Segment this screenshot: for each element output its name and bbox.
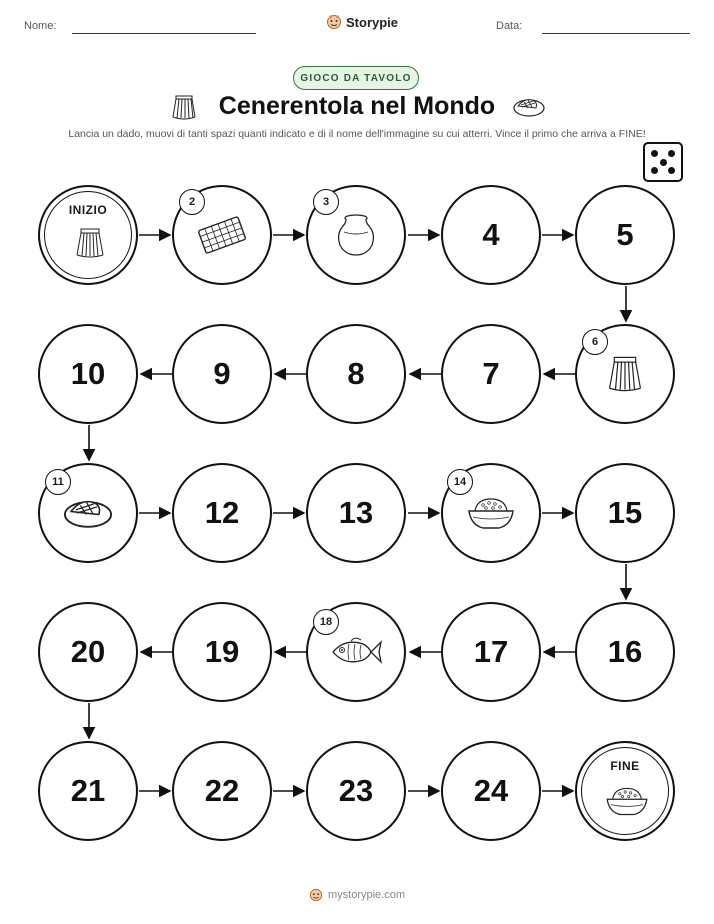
- woven-slipper-icon: [61, 493, 115, 533]
- space-4[interactable]: [441, 185, 541, 285]
- space-5[interactable]: [575, 185, 675, 285]
- footer-site[interactable]: mystorypie.com: [327, 889, 406, 901]
- space-20[interactable]: [38, 602, 138, 702]
- space-number: 10: [70, 356, 106, 391]
- space-number: 8: [347, 356, 365, 391]
- space-number: 9: [213, 356, 231, 391]
- space-number-badge: 2: [179, 189, 205, 215]
- space-17[interactable]: [441, 602, 541, 702]
- clay-pot-icon: [332, 212, 380, 258]
- space-24[interactable]: [441, 741, 541, 841]
- space-23[interactable]: [306, 741, 406, 841]
- date-label: Data:: [496, 20, 523, 32]
- space-21[interactable]: [38, 741, 138, 841]
- footer: [0, 888, 714, 902]
- space-number: 5: [616, 217, 634, 252]
- woven-mat-icon: [195, 215, 249, 255]
- space-number-badge: 11: [45, 469, 71, 495]
- space-number-badge: 6: [582, 329, 608, 355]
- space-13[interactable]: [306, 463, 406, 563]
- page-title: Cenerentola nel Mondo: [218, 92, 496, 120]
- space-number-badge: 14: [447, 469, 473, 495]
- space-number: 23: [338, 773, 374, 808]
- space-7[interactable]: [441, 324, 541, 424]
- straw-skirt-icon: [74, 227, 106, 259]
- space-number-badge: 18: [313, 609, 339, 635]
- space-number: 20: [70, 634, 106, 669]
- name-label: Nome:: [24, 20, 57, 32]
- game-type-badge: GIOCO DA TAVOLO: [293, 66, 419, 90]
- space-22[interactable]: [172, 741, 272, 841]
- space-number: 19: [204, 634, 240, 669]
- space-number: 16: [607, 634, 643, 669]
- space-start[interactable]: [38, 185, 138, 285]
- space-number: 17: [473, 634, 509, 669]
- space-number: 21: [70, 773, 106, 808]
- space-15[interactable]: [575, 463, 675, 563]
- fish-icon: [329, 634, 383, 670]
- space-number: 13: [338, 495, 374, 530]
- space-number: 12: [204, 495, 240, 530]
- space-12[interactable]: [172, 463, 272, 563]
- rice-bowl-icon: [603, 783, 651, 819]
- instructions-text: Lancia un dado, muovi di tanti spazi quanti indicato e di il nome dell'immagine su cui atterri. Vince il primo che arriva a FINE!: [68, 128, 646, 140]
- straw-skirt-icon: [606, 355, 644, 393]
- space-19[interactable]: [172, 602, 272, 702]
- space-number: 24: [473, 773, 509, 808]
- brand-name: Storypie: [346, 14, 399, 30]
- end-label: FINE: [610, 759, 640, 773]
- space-16[interactable]: [575, 602, 675, 702]
- space-9[interactable]: [172, 324, 272, 424]
- rice-bowl-icon: [465, 493, 517, 533]
- space-number: 22: [204, 773, 240, 808]
- space-number-badge: 3: [313, 189, 339, 215]
- space-8[interactable]: [306, 324, 406, 424]
- space-number: 4: [482, 217, 500, 252]
- start-label: INIZIO: [68, 203, 108, 217]
- space-end[interactable]: [575, 741, 675, 841]
- storypie-logo-icon: [309, 888, 323, 902]
- space-number: 7: [482, 356, 500, 391]
- space-10[interactable]: [38, 324, 138, 424]
- space-number: 15: [607, 495, 643, 530]
